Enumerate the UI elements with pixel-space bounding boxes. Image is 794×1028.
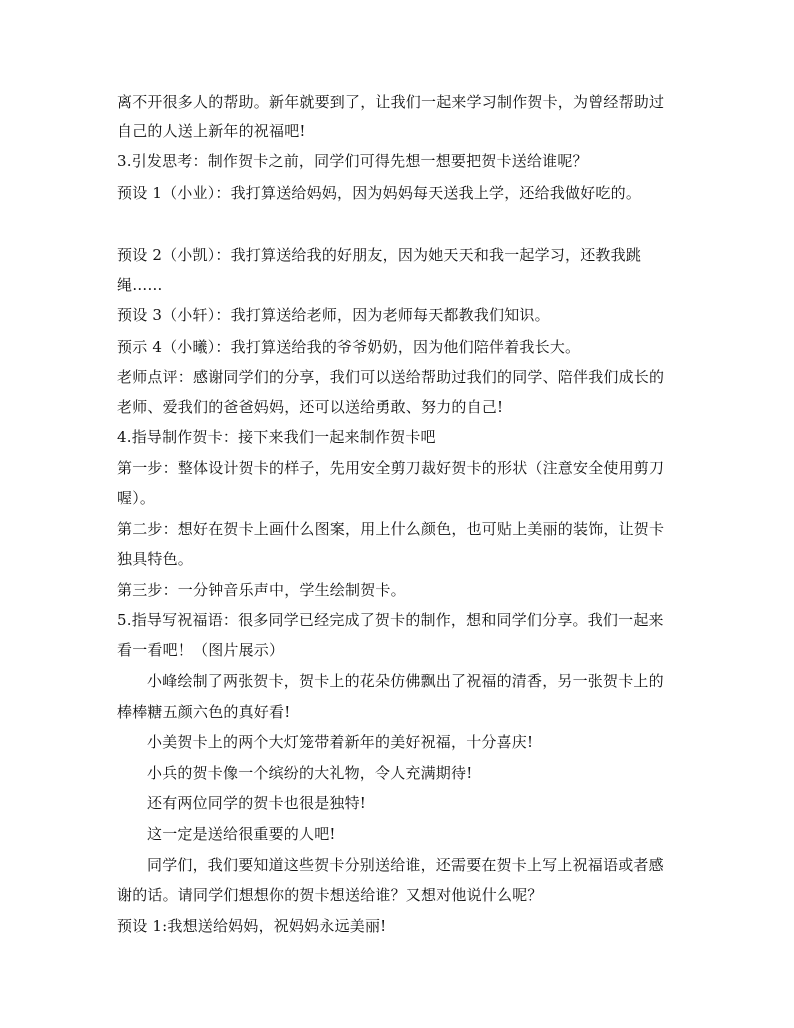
- text-line: 4.指导制作贺卡：接下来我们一起来制作贺卡吧: [117, 428, 436, 446]
- text-line: 看一看吧！（图片展示）: [117, 641, 285, 659]
- text-line: 独具特色。: [117, 550, 194, 568]
- text-line: 谢的话。请同学们想想你的贺卡想送给谁？又想对他说什么呢？: [117, 886, 543, 904]
- text-line: 小峰绘制了两张贺卡，贺卡上的花朵仿佛飘出了祝福的清香，另一张贺卡上的: [147, 672, 664, 690]
- text-line: 绳……: [117, 276, 163, 294]
- text-line: 棒棒糖五颜六色的真好看!: [117, 703, 291, 721]
- text-line: 同学们，我们要知道这些贺卡分别送给谁，还需要在贺卡上写上祝福语或者感: [147, 856, 664, 874]
- text-line: 小兵的贺卡像一个缤纷的大礼物，令人充满期待!: [147, 764, 473, 782]
- text-line: 老师点评：感谢同学们的分享，我们可以送给帮助过我们的同学、陪伴我们成长的: [117, 368, 665, 386]
- text-line: 预示 4（小曦）：我打算送给我的爷爷奶奶，因为他们陪伴着我长大。: [117, 338, 581, 356]
- text-line: 老师、爱我们的爸爸妈妈，还可以送给勇敢、努力的自己!: [117, 398, 504, 416]
- text-line: 预设 2（小凯）：我打算送给我的好朋友，因为她天天和我一起学习，还教我跳: [117, 246, 642, 264]
- text-line: 5.指导写祝福语：很多同学已经完成了贺卡的制作，想和同学们分享。我们一起来: [117, 611, 664, 629]
- text-line: 还有两位同学的贺卡也很是独特!: [147, 794, 367, 812]
- text-line: 这一定是送给很重要的人吧!: [147, 825, 336, 843]
- text-line: 离不开很多人的帮助。新年就要到了，让我们一起来学习制作贺卡，为曾经帮助过: [117, 93, 665, 111]
- text-line: 第三步：一分钟音乐声中，学生绘制贺卡。: [117, 581, 406, 599]
- text-line: 第一步：整体设计贺卡的样子，先用安全剪刀裁好贺卡的形状（注意安全使用剪刀: [117, 459, 665, 477]
- text-line: 预设 1（小业）：我打算送给妈妈，因为妈妈每天送我上学，还给我做好吃的。: [117, 184, 642, 202]
- text-line: 预设 1:我想送给妈妈，祝妈妈永远美丽!: [117, 917, 387, 935]
- text-line: 预设 3（小轩）：我打算送给老师，因为老师每天都教我们知识。: [117, 306, 550, 324]
- text-line: 3.引发思考：制作贺卡之前，同学们可得先想一想要把贺卡送给谁呢？: [117, 152, 588, 170]
- text-line: 第二步：想好在贺卡上画什么图案，用上什么颜色，也可贴上美丽的装饰，让贺卡: [117, 520, 665, 538]
- text-line: 小美贺卡上的两个大灯笼带着新年的美好祝福，十分喜庆!: [147, 733, 534, 751]
- text-line: 喔）。: [117, 489, 156, 507]
- text-line: 自己的人送上新年的祝福吧!: [117, 122, 306, 140]
